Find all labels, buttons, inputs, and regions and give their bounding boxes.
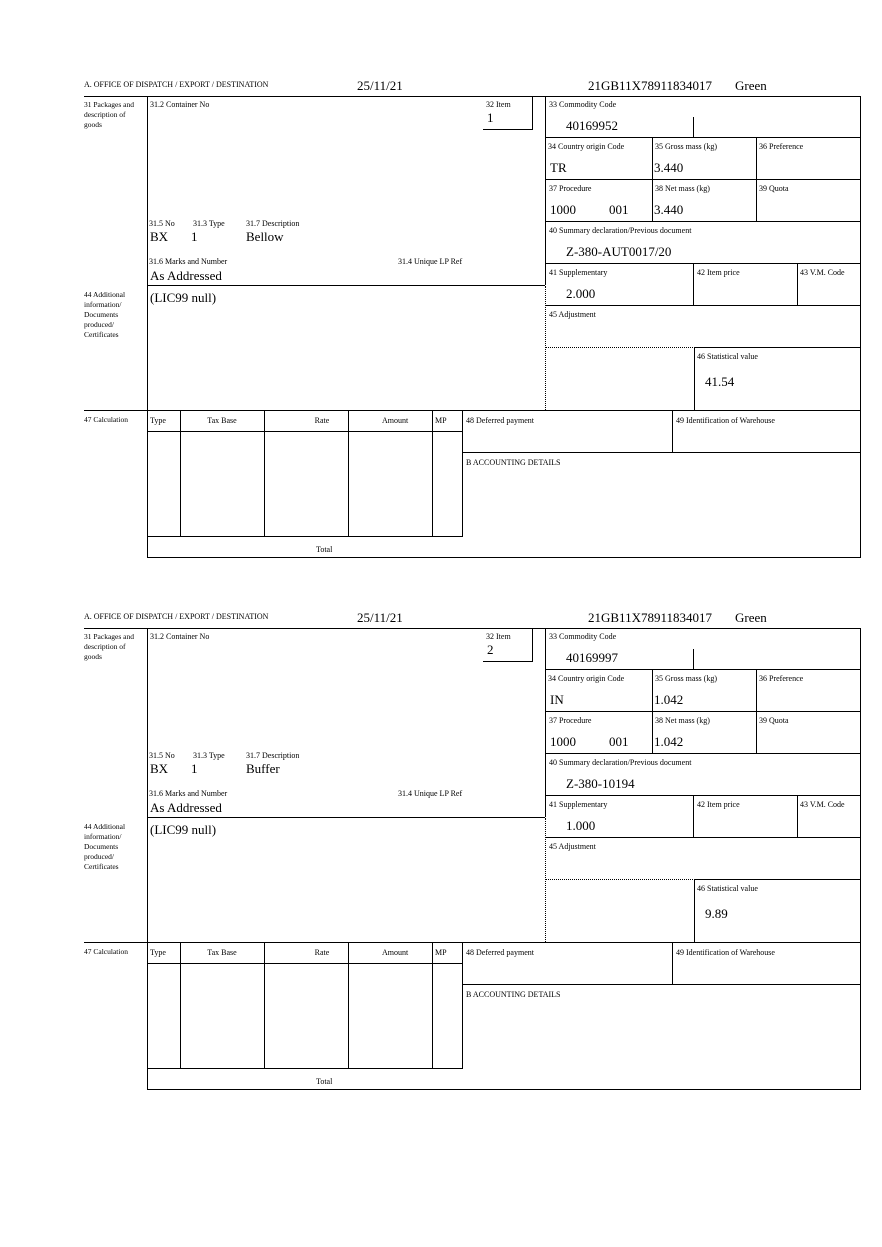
box35-label: 35 Gross mass (kg)	[655, 674, 717, 683]
box39-label: 39 Quota	[759, 716, 789, 725]
box31-3-label: 31.3 Type	[193, 219, 225, 228]
box31-4-label: 31.4 Unique LP Ref	[398, 789, 463, 798]
box38-label: 38 Net mass (kg)	[655, 184, 710, 193]
commodity-code: 40169952	[566, 118, 618, 133]
border	[546, 347, 695, 348]
border	[545, 305, 861, 306]
office-label: A. OFFICE OF DISPATCH / EXPORT / DESTINATION	[84, 80, 269, 89]
box33-label: 33 Commodity Code	[549, 100, 617, 109]
border	[694, 347, 861, 348]
border	[432, 942, 433, 1069]
box41-label: 41 Supplementary	[549, 268, 608, 277]
border	[546, 879, 695, 880]
box35-label: 35 Gross mass (kg)	[655, 142, 717, 151]
box47-label: 47 Calculation	[84, 415, 128, 424]
country-origin-code: IN	[550, 692, 564, 707]
box46-label: 46 Statistical value	[697, 352, 758, 361]
box31-label: 31 Packages and description of goods	[84, 100, 134, 129]
box33-label: 33 Commodity Code	[549, 632, 617, 641]
net-mass: 3.440	[654, 202, 684, 217]
box31-3-label: 31.3 Type	[193, 751, 225, 760]
border	[860, 628, 861, 1090]
box48-label: 48 Deferred payment	[466, 416, 534, 425]
box31-label: 31 Packages and description of goods	[84, 632, 134, 661]
package-number: BX	[150, 761, 169, 776]
box36-label: 36 Preference	[759, 674, 804, 683]
border	[147, 1089, 861, 1090]
col-tax-base: Tax Base	[207, 416, 237, 425]
box38-label: 38 Net mass (kg)	[655, 716, 710, 725]
date: 25/11/21	[357, 610, 403, 625]
commodity-code: 40169997	[566, 650, 618, 665]
border	[147, 1068, 463, 1069]
border	[756, 137, 757, 221]
border	[84, 96, 861, 97]
box31-2-label: 31.2 Container No	[150, 632, 210, 641]
box49-label: 49 Identification of Warehouse	[676, 948, 775, 957]
marks-and-number: As Addressed	[150, 800, 222, 815]
col-amount: Amount	[382, 948, 409, 957]
net-mass: 1.042	[654, 734, 684, 749]
box34-label: 34 Country origin Code	[548, 142, 625, 151]
col-rate: Rate	[314, 948, 330, 957]
package-type: 1	[191, 761, 198, 776]
border	[462, 984, 861, 985]
reference-number: 21GB11X78911834017	[588, 610, 712, 625]
border	[756, 669, 757, 753]
border	[545, 179, 861, 180]
previous-document: Z-380-AUT0017/20	[566, 244, 672, 259]
procedure-code: 1000	[550, 734, 576, 749]
border	[462, 942, 463, 1069]
procedure-code: 1000	[550, 202, 576, 217]
border	[147, 628, 148, 1090]
border	[180, 410, 181, 537]
box46-label: 46 Statistical value	[697, 884, 758, 893]
col-type: Type	[150, 416, 166, 425]
box45-label: 45 Adjustment	[549, 310, 596, 319]
box34-label: 34 Country origin Code	[548, 674, 625, 683]
border	[545, 711, 861, 712]
border	[348, 942, 349, 1069]
item-form-2	[0, 532, 882, 1102]
box49-label: 49 Identification of Warehouse	[676, 416, 775, 425]
country-origin-code: TR	[550, 160, 567, 175]
box31-4-label: 31.4 Unique LP Ref	[398, 257, 463, 266]
border	[545, 263, 861, 264]
border	[693, 117, 694, 137]
col-type: Type	[150, 948, 166, 957]
box-b-label: B ACCOUNTING DETAILS	[466, 458, 561, 467]
box43-label: 43 V.M. Code	[800, 800, 845, 809]
border	[84, 628, 861, 629]
box31-6-label: 31.6 Marks and Number	[149, 257, 228, 266]
office-label: A. OFFICE OF DISPATCH / EXPORT / DESTINATION	[84, 612, 269, 621]
box31-5-label: 31.5 No	[149, 751, 175, 760]
box41-label: 41 Supplementary	[549, 800, 608, 809]
border	[694, 879, 695, 942]
border	[264, 942, 265, 1069]
border	[462, 452, 861, 453]
gross-mass: 1.042	[654, 692, 684, 707]
border	[84, 942, 861, 943]
package-number: BX	[150, 229, 169, 244]
box37-label: 37 Procedure	[549, 716, 592, 725]
item-number: 2	[487, 642, 494, 657]
border	[180, 942, 181, 1069]
border	[652, 137, 653, 221]
box48-label: 48 Deferred payment	[466, 948, 534, 957]
box31-6-label: 31.6 Marks and Number	[149, 789, 228, 798]
box31-7-label: 31.7 Description	[246, 751, 300, 760]
box-b-label: B ACCOUNTING DETAILS	[466, 990, 561, 999]
reference-number: 21GB11X78911834017	[588, 78, 712, 93]
col-tax-base: Tax Base	[207, 948, 237, 957]
box31-5-label: 31.5 No	[149, 219, 175, 228]
procedure-additional: 001	[609, 734, 629, 749]
border	[693, 649, 694, 669]
border	[348, 410, 349, 537]
total-label: Total	[316, 1077, 333, 1086]
box44-label: 44 Additional information/ Documents produced/ Certificates	[84, 290, 126, 339]
statistical-value: 9.89	[705, 906, 728, 921]
item-number: 1	[487, 110, 494, 125]
box37-label: 37 Procedure	[549, 184, 592, 193]
border	[672, 410, 673, 452]
border	[797, 795, 798, 837]
box47-label: 47 Calculation	[84, 947, 128, 956]
box42-label: 42 Item price	[697, 800, 740, 809]
goods-description: Bellow	[246, 229, 284, 244]
border	[147, 431, 463, 432]
statistical-value: 41.54	[705, 374, 735, 389]
border	[694, 879, 861, 880]
border	[860, 96, 861, 558]
border	[672, 942, 673, 984]
border	[797, 263, 798, 305]
box45-label: 45 Adjustment	[549, 842, 596, 851]
border	[693, 795, 694, 837]
additional-info: (LIC99 null)	[150, 822, 217, 837]
border	[545, 795, 861, 796]
border	[147, 96, 148, 558]
date: 25/11/21	[357, 78, 403, 93]
border	[545, 221, 861, 222]
box39-label: 39 Quota	[759, 184, 789, 193]
previous-document: Z-380-10194	[566, 776, 635, 791]
route-status: Green	[735, 610, 767, 625]
border	[694, 347, 695, 410]
supplementary-units: 2.000	[566, 286, 596, 301]
border	[545, 628, 546, 817]
box31-7-label: 31.7 Description	[246, 219, 300, 228]
gross-mass: 3.440	[654, 160, 684, 175]
box32-label: 32 Item	[486, 632, 511, 641]
border	[147, 285, 545, 286]
border	[462, 410, 463, 537]
box36-label: 36 Preference	[759, 142, 804, 151]
box40-label: 40 Summary declaration/Previous document	[549, 226, 692, 235]
additional-info: (LIC99 null)	[150, 290, 217, 305]
box43-label: 43 V.M. Code	[800, 268, 845, 277]
border	[545, 753, 861, 754]
col-mp: MP	[435, 948, 447, 957]
border	[264, 410, 265, 537]
procedure-additional: 001	[609, 202, 629, 217]
col-amount: Amount	[382, 416, 409, 425]
col-mp: MP	[435, 416, 447, 425]
box40-label: 40 Summary declaration/Previous document	[549, 758, 692, 767]
border	[545, 137, 861, 138]
box31-2-label: 31.2 Container No	[150, 100, 210, 109]
marks-and-number: As Addressed	[150, 268, 222, 283]
goods-description: Buffer	[246, 761, 280, 776]
total-label: Total	[316, 545, 333, 554]
border	[545, 837, 861, 838]
package-type: 1	[191, 229, 198, 244]
border	[545, 669, 861, 670]
border	[545, 96, 546, 285]
border	[147, 817, 545, 818]
item-form-1	[0, 0, 882, 570]
supplementary-units: 1.000	[566, 818, 596, 833]
box42-label: 42 Item price	[697, 268, 740, 277]
box44-label: 44 Additional information/ Documents produced/ Certificates	[84, 822, 126, 871]
border	[84, 410, 861, 411]
route-status: Green	[735, 78, 767, 93]
border	[147, 963, 463, 964]
border	[432, 410, 433, 537]
border	[693, 263, 694, 305]
box32-label: 32 Item	[486, 100, 511, 109]
border	[652, 669, 653, 753]
col-rate: Rate	[314, 416, 330, 425]
